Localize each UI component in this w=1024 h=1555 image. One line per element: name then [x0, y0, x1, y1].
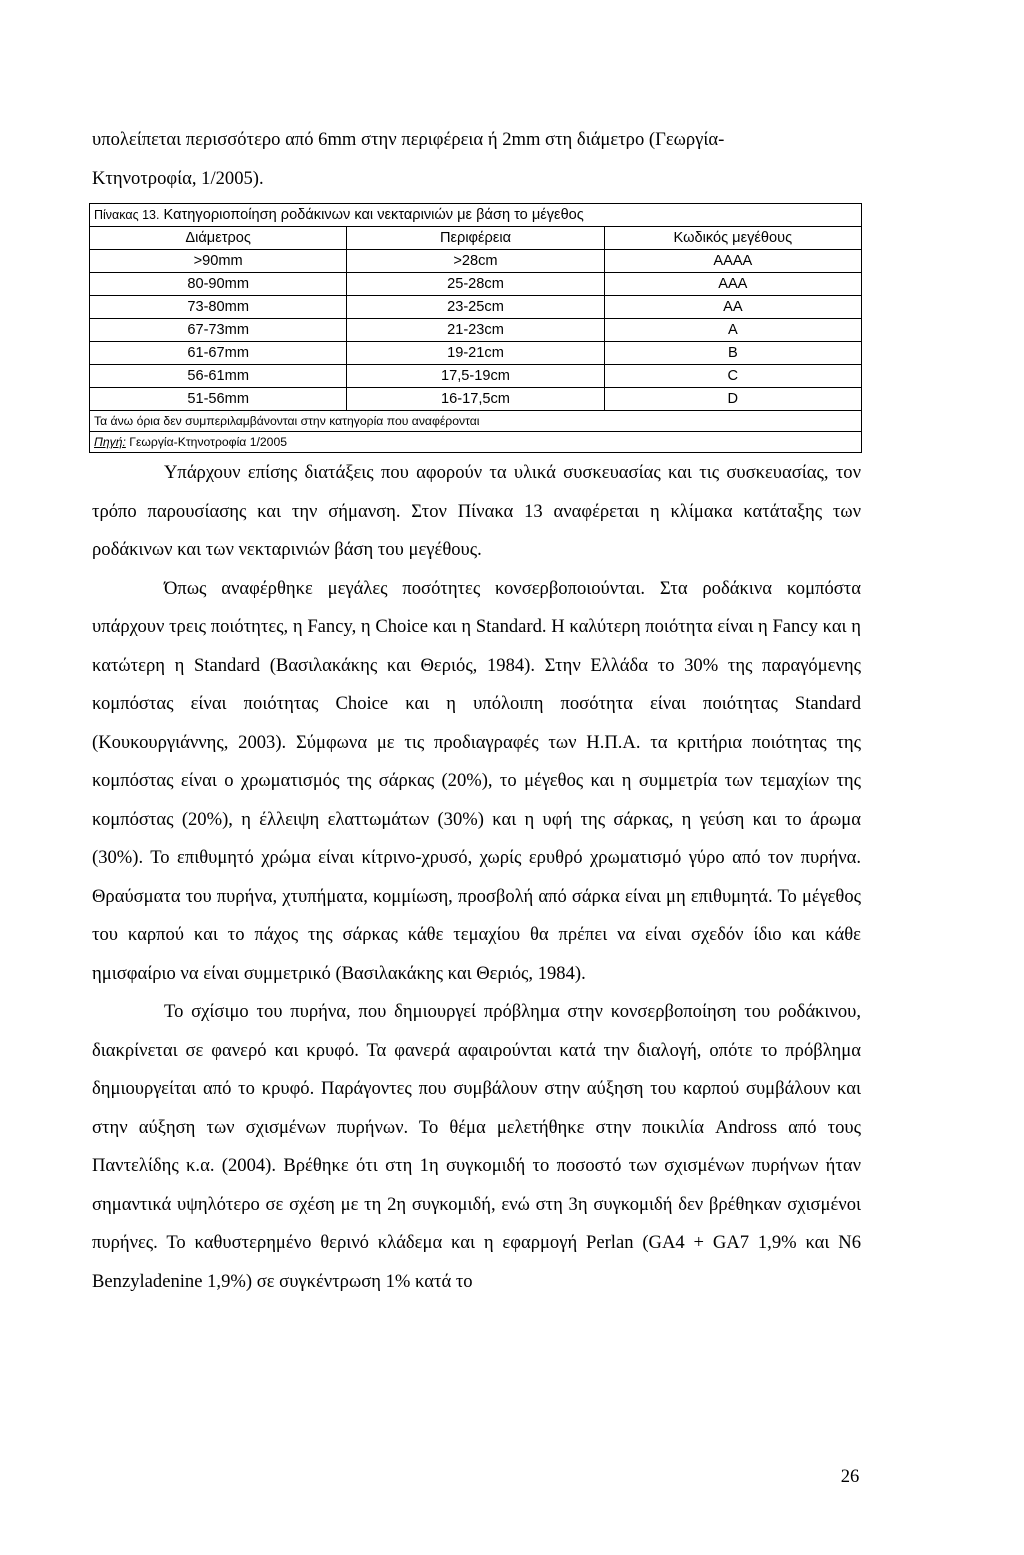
- cell-diameter: 51-56mm: [90, 388, 347, 411]
- cell-circumference: 25-28cm: [347, 273, 604, 296]
- intro-line-2: Κτηνοτροφία, 1/2005).: [92, 167, 264, 189]
- cell-circumference: 21-23cm: [347, 319, 604, 342]
- cell-circumference: 23-25cm: [347, 296, 604, 319]
- cell-circumference: >28cm: [347, 250, 604, 273]
- intro-line-1: υπολείπεται περισσότερο από 6mm στην περιφέρεια ή 2mm στη διάμετρο (Γεωργία-: [92, 129, 725, 150]
- table-source-row: [90, 432, 862, 453]
- header-size-code: Κωδικός μεγέθους: [604, 227, 861, 250]
- header-circumference: Περιφέρεια: [347, 227, 604, 250]
- table-source: [90, 432, 862, 453]
- cell-circumference: 19-21cm: [347, 342, 604, 365]
- cell-circumference: 17,5-19cm: [347, 365, 604, 388]
- cell-size-code: A: [604, 319, 861, 342]
- cell-size-code: AA: [604, 296, 861, 319]
- table-row: [90, 319, 862, 342]
- source-text: Γεωργία-Κτηνοτροφία 1/2005: [125, 435, 287, 449]
- cell-diameter: >90mm: [90, 250, 347, 273]
- cell-size-code: AAAA: [604, 250, 861, 273]
- size-classification-table: [89, 203, 862, 453]
- table-row: [90, 342, 862, 365]
- body-text: [92, 454, 861, 1301]
- cell-diameter: 61-67mm: [90, 342, 347, 365]
- paragraph-packaging: Υπάρχουν επίσης διατάξεις που αφορούν τα υλικά συσκευασίας και τις συσκευασίας, τον τρόπο παρουσίασης και την σήμανση. Στον Πίνακα 13 αναφέρεται η κλίμακα κατάταξης των ροδάκινων και των νεκταρινιών βάση του μεγέθους.: [92, 462, 861, 560]
- table-note: Τα άνω όρια δεν συμπεριλαμβάνονται στην κατηγορία που αναφέρονται: [90, 411, 862, 432]
- intro-paragraph: [92, 121, 861, 198]
- cell-circumference: 16-17,5cm: [347, 388, 604, 411]
- paragraph-canning-quality: Όπως αναφέρθηκε μεγάλες ποσότητες κονσερβοποιούνται. Στα ροδάκινα κομπόστα υπάρχουν τρεις ποιότητες, η Fancy, η Choice και η Standard. Η καλύτερη ποιότητα είναι η Fancy και η κατώτερη η Standard (Βασιλακάκης και Θεριός, 1984). Στην Ελλάδα το 30% της παραγόμενης κομπόστας είναι ποιότητας Choice και η υπόλοιπη ποσότητα είναι ποιότητας Standard (Κουκουργιάννης, 2003). Σύμφωνα με τις προδιαγραφές των Η.Π.Α. τα κριτήρια ποιότητας της κομπόστας είναι ο χρωματισμός της σάρκας (20%), το μέγεθος και η συμμετρία των τεμαχίων της κομπόστας (20%), η έλλειψη ελαττωμάτων (30%) και η υφή της σάρκας, η γεύση και το άρωμα (30%). Το επιθυμητό χρώμα είναι κίτρινο-χρυσό, χωρίς ερυθρό χρωματισμό γύρο από τον πυρήνα. Θραύσματα του πυρήνα, χτυπήματα, κομμίωση, προσβολή από σάρκα είναι μη επιθυμητά. Το μέγεθος του καρπού και το πάχος της σάρκας κάθε τεμαχίου θα πρέπει να είναι σχεδόν ίδιο και κάθε ημισφαίριο να είναι συμμετρικό (Βασιλακάκης και Θεριός, 1984).: [92, 577, 861, 984]
- paragraph-split-pit: Το σχίσιμο του πυρήνα, που δημιουργεί πρόβλημα στην κονσερβοποίηση του ροδάκινου, διακρίνεται σε φανερό και κρυφό. Τα φανερά αφαιρούνται κατά την διαλογή, οπότε το πρόβλημα δημιουργείται από το κρυφό. Παράγοντες που συμβάλουν στην αύξηση του καρπού συμβάλουν και στην αύξηση των σχισμένων πυρήνων. Το θέμα μελετήθηκε στην ποικιλία Andross από τους Παντελίδης κ.α. (2004). Βρέθηκε ότι στη 1η συγκομιδή το ποσοστό των σχισμένων πυρήνων ήταν σημαντικά υψηλότερο σε σχέση με τη 2η συγκομιδή, ενώ στη 3η συγκομιδή δεν βρέθηκαν σχισμένοι πυρήνες. Το καθυστερημένο θερινό κλάδεμα και η εφαρμογή Perlan (GA4 + GA7 1,9% και N6 Benzyladenine 1,9%) σε συγκέντρωση 1% κατά το: [92, 1001, 861, 1292]
- cell-size-code: AAA: [604, 273, 861, 296]
- cell-size-code: D: [604, 388, 861, 411]
- table-label: Πίνακας 13.: [94, 207, 160, 222]
- table-note-row: [90, 411, 862, 432]
- table-header-row: [90, 227, 862, 250]
- cell-size-code: C: [604, 365, 861, 388]
- page-number: 26: [840, 1466, 860, 1487]
- table-caption: [90, 204, 862, 227]
- table-title: Κατηγοριοποίηση ροδάκινων και νεκταρινιών με βάση το μέγεθος: [163, 206, 584, 223]
- table-grid: [89, 203, 862, 453]
- table-row: [90, 250, 862, 273]
- table-caption-row: [90, 204, 862, 227]
- cell-diameter: 56-61mm: [90, 365, 347, 388]
- cell-diameter: 73-80mm: [90, 296, 347, 319]
- header-diameter: Διάμετρος: [90, 227, 347, 250]
- cell-size-code: B: [604, 342, 861, 365]
- table-row: [90, 273, 862, 296]
- source-label: Πηγή:: [94, 435, 126, 449]
- cell-diameter: 67-73mm: [90, 319, 347, 342]
- cell-diameter: 80-90mm: [90, 273, 347, 296]
- table-row: [90, 365, 862, 388]
- table-row: [90, 388, 862, 411]
- table-row: [90, 296, 862, 319]
